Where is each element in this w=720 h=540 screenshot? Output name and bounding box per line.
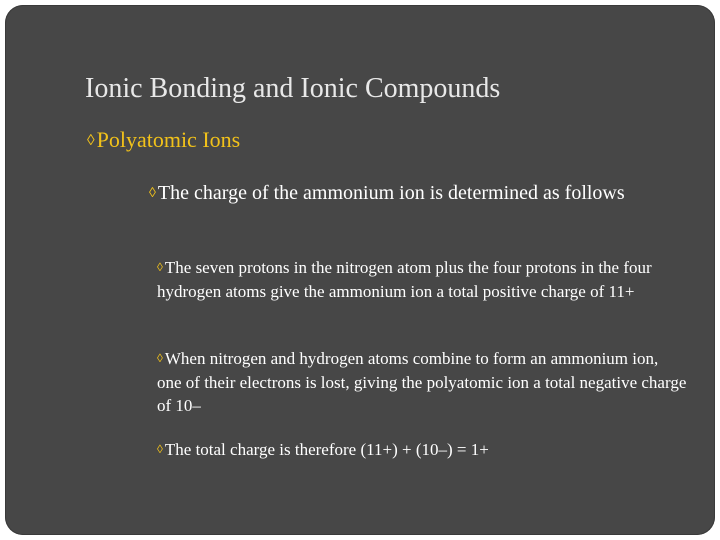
ribbon-bullet-icon: ◊ [149, 186, 156, 201]
slide [5, 5, 715, 535]
bullet-text: The seven protons in the nitrogen atom plus the four protons in the four hydrogen atoms give the ammonium ion a total positive charge of 11+ [157, 258, 652, 301]
ribbon-bullet-icon: ◊ [157, 351, 163, 365]
bullet-text: When nitrogen and hydrogen atoms combine to form an ammonium ion, one of their electrons is lost, giving the polyatomic ion a total negative charge of 10– [157, 349, 687, 415]
bullet-item [157, 347, 687, 418]
ribbon-bullet-icon: ◊ [157, 442, 163, 456]
bullet-item [157, 256, 687, 303]
subpoint-text: The charge of the ammonium ion is determined as follows [157, 182, 625, 204]
heading-text: Polyatomic Ions [96, 127, 241, 152]
ribbon-bullet-icon: ◊ [157, 260, 163, 274]
heading-polyatomic-ions [87, 127, 240, 153]
subpoint [149, 179, 649, 208]
slide-title: Ionic Bonding and Ionic Compounds [85, 73, 501, 104]
ribbon-bullet-icon: ◊ [87, 132, 95, 149]
bullet-text: The total charge is therefore (11+) + (10–) = 1+ [164, 440, 489, 459]
bullet-item [157, 438, 687, 462]
